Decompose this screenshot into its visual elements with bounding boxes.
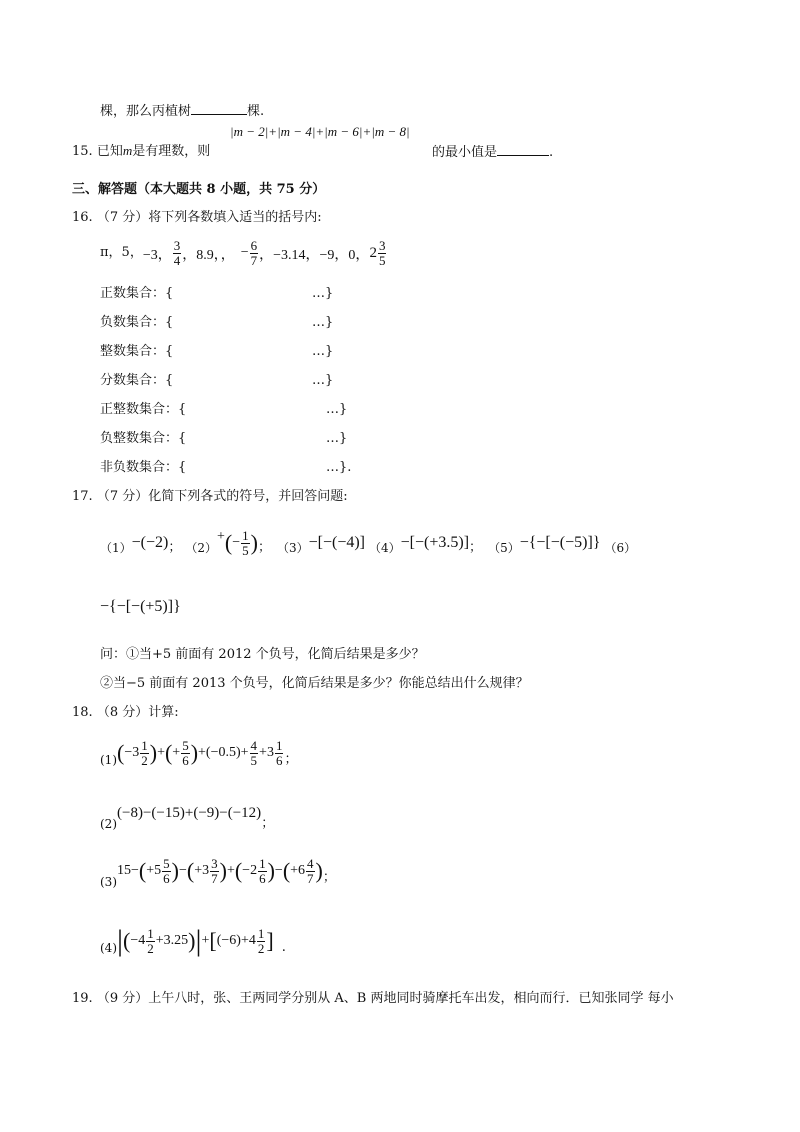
term: 15−: [117, 863, 139, 878]
numerator: 1: [275, 737, 283, 753]
fraction: [210, 857, 219, 886]
close-paren: ): [190, 740, 199, 765]
set-positive-integer: 正整数集合：{: [100, 402, 187, 417]
set-nonnegative: 非负数集合：{: [100, 460, 187, 475]
operator: +: [226, 863, 235, 878]
denominator: 2: [147, 940, 154, 956]
answer-blank: [497, 141, 549, 156]
question-16: 16. （7 分）将下列各数填入适当的括号内:: [72, 210, 322, 225]
q17-part6-expression: −{−[−(+5)]}: [100, 598, 181, 615]
abs-bar: |: [195, 924, 202, 957]
denominator: 6: [163, 870, 170, 886]
sign: +: [172, 745, 181, 760]
numerator: 1: [141, 737, 148, 753]
fraction: [146, 927, 155, 956]
close-paren: ): [219, 858, 227, 883]
denominator: 2: [257, 940, 265, 956]
fraction: $\frac{3}{4}$: [173, 237, 181, 268]
set-positive-end: …}: [312, 286, 334, 301]
term: +3.25: [155, 933, 189, 948]
term: −2: [242, 863, 258, 878]
term: −4: [130, 933, 146, 948]
denominator: 7: [211, 870, 218, 886]
set-negative-end: …}: [312, 315, 334, 330]
close-paren: ): [149, 740, 158, 765]
denominator: 6: [259, 870, 266, 886]
operator: +: [157, 745, 165, 760]
fraction: $\frac{6}{7}$: [250, 237, 258, 268]
open-paren: (: [138, 858, 147, 883]
numerator: 5: [163, 855, 170, 871]
set-integer-end: …}: [312, 344, 334, 359]
set-negative-integer: 负整数集合：{: [100, 431, 187, 446]
close-bracket: ]: [266, 928, 274, 953]
fraction: [257, 927, 266, 956]
q17-ask1: 问：①当+5 前面有 2012 个负号，化简后结果是多少？: [100, 647, 425, 662]
q14-continuation: 棵，那么丙植树 棵.: [100, 100, 264, 122]
set-negative: 负数集合：{: [100, 315, 174, 330]
set-negative-integer-end: …}: [326, 431, 348, 446]
set-fraction: 分数集合：{: [100, 373, 174, 388]
q18-part1: (1) ( −3 $\frac{1}{2}$ ) + ( + $\frac{5}{6}$ ) +(−0.5)+ $\frac{4}{5}$ +3 $\frac{1}{6}$ ；: [100, 737, 298, 768]
close-paren: ): [315, 858, 323, 883]
term: +6: [290, 863, 306, 878]
open-paren: (: [186, 858, 195, 883]
open-paren: (: [117, 740, 125, 765]
numerator: 3: [211, 855, 218, 871]
term: +(−0.5)+: [198, 745, 249, 760]
fraction: [162, 857, 171, 886]
term: (−6)+4: [216, 933, 256, 948]
close-paren: ): [267, 858, 275, 883]
term: +3: [259, 745, 274, 760]
minus-sign: −: [232, 535, 241, 550]
operator: −: [274, 863, 283, 878]
term: +5: [146, 863, 162, 878]
q15-tail: 的最小值是 .: [432, 141, 553, 163]
q17-ask2: ②当−5 前面有 2013 个负号，化简后结果是多少？你能总结出什么规律？: [100, 676, 529, 691]
q16-number-list: π，5， −3， $\frac{3}{4}$ ，8.9，， − $\frac{6}{7}$ ，−3.14，−9，0， 2 $\frac{3}{5}$: [100, 237, 386, 268]
term: −3: [124, 745, 140, 760]
numerator: 4: [250, 737, 258, 753]
answer-blank: [191, 100, 247, 115]
abs-bar: |: [117, 924, 124, 957]
numerator: 1: [147, 925, 154, 941]
close-paren: ): [188, 928, 196, 953]
term: +3: [194, 863, 210, 878]
question-15: 15. 已知m是有理数，则: [72, 143, 211, 159]
operator: +: [201, 933, 210, 948]
fraction: [275, 739, 284, 768]
question-18: 18. （8 分）计算:: [72, 705, 179, 720]
close-paren: ): [171, 858, 179, 883]
q18-part3: (3) 15− ( +5 $\frac{5}{6}$ ) − ( +3 $\frac{3}{7}$ ) + ( −2 $\frac{1}{6}$ ) − ( +6 $\frac{4}{7}$ ) ；: [100, 855, 336, 889]
open-paren: (: [234, 858, 243, 883]
fraction: [181, 739, 190, 768]
open-paren: (: [123, 928, 131, 953]
fraction: [258, 857, 267, 886]
fraction: $\frac{3}{5}$: [378, 237, 386, 268]
set-positive: 正数集合：{: [100, 286, 174, 301]
question-19: 19. （9 分）上午八时，张、王两同学分别从 A、B 两地同时骑摩托车出发，相向而行．已知张同学 每小: [72, 991, 674, 1006]
q18-part4: (4) | ( −4 $\frac{1}{2}$ +3.25 ) | + [ (−6)+4 $\frac{1}{2}$ ] .: [100, 924, 286, 957]
denominator: 7: [307, 870, 314, 886]
operator: −: [178, 863, 187, 878]
open-paren: (: [282, 858, 291, 883]
denominator: 6: [182, 752, 189, 768]
q17-parts: （1） −(−2) ； （2） + ( − $\frac{1}{5}$ ) ； （3） −[−(−4)] （4） −[−(+3.5)] ； （5） −{−[−(−5)]} （6）: [100, 527, 637, 558]
fraction: [250, 739, 259, 768]
numerator: 4: [307, 855, 314, 871]
section-heading: 三、解答题（本大题共 8 小题，共 75 分）: [72, 182, 326, 197]
fraction: $\frac{1}{5}$: [242, 527, 249, 558]
q15-expression: |m − 2|+|m − 4|+|m − 6|+|m − 8|: [230, 124, 410, 139]
question-17: 17. （7 分）化简下列各式的符号，并回答问题:: [72, 489, 348, 504]
numerator: 5: [182, 737, 189, 753]
close-paren: ): [250, 530, 258, 555]
numerator: 1: [257, 925, 265, 941]
denominator: 2: [141, 752, 148, 768]
denominator: 5: [250, 752, 258, 768]
numerator: 1: [259, 855, 266, 871]
q18-part2: (2) (−8)−(−15)+(−9)−(−12) ；: [100, 805, 275, 831]
set-positive-integer-end: …}: [326, 402, 348, 417]
set-fraction-end: …}: [312, 373, 334, 388]
set-integer: 整数集合：{: [100, 344, 174, 359]
open-paren: (: [164, 740, 173, 765]
fraction: [306, 857, 315, 886]
fraction: [140, 739, 149, 768]
open-bracket: [: [209, 928, 217, 953]
set-nonnegative-end: …}.: [326, 460, 352, 475]
denominator: 6: [275, 752, 283, 768]
open-paren: (: [224, 530, 233, 555]
